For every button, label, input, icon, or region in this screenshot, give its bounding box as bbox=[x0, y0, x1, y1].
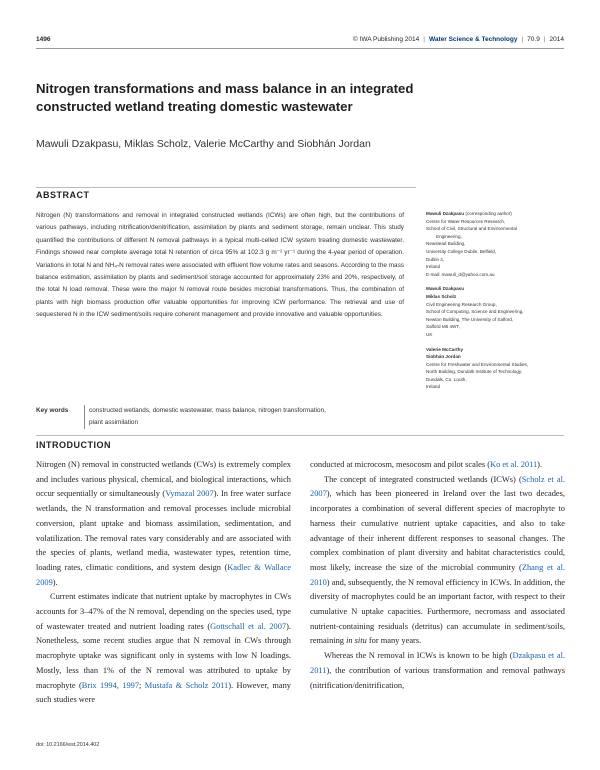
year: 2014 bbox=[549, 36, 564, 43]
affiliation-line: Newton Building, The University of Salford, bbox=[426, 316, 514, 322]
body-column-right bbox=[310, 458, 565, 693]
affiliation-line: Ireland bbox=[426, 384, 441, 390]
author-name: Mawuli Dzakpasu bbox=[426, 286, 465, 292]
author-name: Mawuli Dzakpasu bbox=[426, 211, 465, 216]
body-column-left bbox=[36, 458, 291, 708]
separator: | bbox=[521, 36, 524, 43]
citation-link[interactable]: Gottschall et al. 2007 bbox=[210, 621, 287, 631]
affiliation-line: Newstead Building, bbox=[426, 241, 466, 247]
citation-link[interactable]: Kadlec & Wallace 2009 bbox=[36, 562, 291, 587]
author-name: Miklas Scholz bbox=[426, 293, 457, 299]
affiliation-line: Centre for Freshwater and Environmental Studies, bbox=[426, 361, 529, 367]
keywords-line: constructed wetlands, domestic wastewater, mass balance, nitrogen transformation, bbox=[89, 407, 326, 414]
affiliation-line: Ireland bbox=[426, 264, 441, 270]
doi: doi: 10.2166/wst.2014.402 bbox=[36, 742, 100, 748]
abstract-text: Nitrogen (N) transformations and removal in integrated constructed wetlands (ICWs) are often high, but the contributions of various pathways, including nitrification/denitrification, assimilation by plants and sediment storage, remain unclear. This study quantified the contributions of different N removal pathways in a typical multi-celled ICW system treating domestic wastewater. Findings showed near complete average total N retention of circa 95% at 102.3 g m⁻² yr⁻¹ during the 4-year period of operation. Variations in total N and NH₄-N removal rates were associated with effluent flow volume rates and seasons. According to the mass balance estimation, assimilation by plants and sediment/soil storage accounted for approximately 23% and 20%, respectively, of the total N load removal. These were the major N removal route besides microbial transformations. Thus, the combination of plants with high biomass production offer valuable opportunities for improving ICW performance. The retrieval and use of sequestered N in the ICW sediment/soils require coherent management and provide innovative and valuable opportunities. bbox=[36, 212, 404, 319]
affiliation-line: School of Computing, Science and Engineering, bbox=[426, 309, 524, 315]
author-list: Mawuli Dzakpasu, Miklas Scholz, Valerie McCarthy and Siobhán Jordan bbox=[36, 138, 371, 150]
affiliation-line: University College Dublin, Belfield, bbox=[426, 248, 497, 254]
affiliation-line: Dundalk, Co. Louth, bbox=[426, 376, 467, 382]
keywords bbox=[36, 405, 416, 429]
paragraph: conducted at microcosm, mesocosm and pilot scales (Ko et al. 2011). bbox=[310, 460, 543, 469]
affiliations bbox=[426, 210, 566, 398]
abstract-rule bbox=[36, 187, 416, 188]
affiliation-line: School of Civil, Structural and Environmental bbox=[426, 226, 517, 232]
abstract-heading: ABSTRACT bbox=[36, 190, 90, 200]
paragraph: Nitrogen (N) removal in constructed wetlands (CWs) is extremely complex and includes various physical, chemical, and biological interactions, which occur sequentially or simultaneously (Vymazal 2007). In free water surface wetlands, the N transformation and removal processes include microbial conversion, plant uptake and biomass assimilation, sedimentation, and volatilization. The removal rates vary considerably and are associated with the species of plants, wetland media, wastewater types, retention time, loading rates, climatic conditions, and system design (Kadlec & Wallace 2009). bbox=[36, 460, 291, 587]
volume: 70.9 bbox=[527, 36, 540, 43]
affiliation-line: Civil Engineering Research Group, bbox=[426, 301, 497, 307]
affiliation-block bbox=[426, 285, 566, 338]
header-rule bbox=[36, 48, 564, 49]
affiliation-line: Dublin 4, bbox=[426, 256, 445, 262]
citation-link[interactable]: Ko et al. 2011 bbox=[490, 460, 538, 469]
keywords-label: Key words bbox=[36, 407, 69, 414]
paragraph: The concept of integrated constructed wetlands (ICWs) (Scholz et al. 2007), which has been pioneered in Ireland over the last two decades, incorporates a combination of several different species of macrophyte to harness their cumulative nutrient uptake capacities, and also to take advantage of their inherent different responses to seasonal changes. The complex combination of plant diversity and habitat characteristics could, most likely, increase the size of the microbial community (Zhang et al. 2010) and, subsequently, the N removal efficiency in ICWs. In addition, the diversity of macrophytes could be an important factor, with respect to their cumulative N uptake capacities. Furthermore, necromass and associated nutrient-containing residuals (detritus) can accumulate in sediment/soils, remaining in situ for many years. bbox=[310, 474, 565, 646]
citation-link[interactable]: Dzakpasu et al. 2011 bbox=[310, 651, 565, 675]
paragraph: Whereas the N removal in ICWs is known to be high (Dzakpasu et al. 2011), the contribution of various transformation and removal pathways (nitrification/denitrification, bbox=[310, 651, 565, 690]
citation-link[interactable]: Brix 1994, 1997 bbox=[81, 680, 140, 690]
citation-link[interactable]: Vymazal 2007 bbox=[165, 489, 214, 499]
copyright: © IWA Publishing 2014 bbox=[352, 36, 420, 43]
paragraph: Current estimates indicate that nutrient uptake by macrophytes in CWs accounts for 3–47% of the N removal, depending on the species used, type of wastewater treated and nutrient loading rates (Gottschall et al. 2007). Nonetheless, some recent studies argue that N removal in CWs through macrophyte uptake was significant only in systems with low N loadings. Mostly, less than 1% of the N removal was attributed to uptake by macrophyte (Brix 1994, 1997; Mustafa & Scholz 2011). However, many such studies were bbox=[36, 592, 291, 705]
author-role: (corresponding author) bbox=[464, 211, 512, 216]
affiliation-line: Engineering, bbox=[436, 233, 462, 239]
page-number: 1496 bbox=[36, 36, 51, 43]
affiliation-line: North Building, Dundalk Institute of Technology, bbox=[426, 369, 523, 375]
citation-link[interactable]: Scholz et al. 2007 bbox=[310, 474, 565, 499]
citation-link[interactable]: Zhang et al. 2010 bbox=[310, 562, 565, 587]
journal-name: Water Science & Technology bbox=[428, 36, 518, 43]
citation-link[interactable]: Mustafa & Scholz 2011 bbox=[144, 680, 229, 690]
author-email: E-mail: mawuli_d@yahoo.com.au bbox=[426, 271, 495, 277]
separator: | bbox=[423, 36, 425, 43]
keywords-list bbox=[84, 405, 326, 429]
affiliation-block bbox=[426, 210, 566, 278]
author-name: Valerie McCarthy bbox=[426, 346, 464, 352]
section-rule bbox=[36, 435, 564, 436]
affiliation-line: UK bbox=[426, 331, 433, 337]
affiliation-line: Centre for Water Resources Research, bbox=[426, 218, 506, 224]
journal-header bbox=[353, 36, 564, 43]
paper-title: Nitrogen transformations and mass balance in an integrated constructed wetland treating domestic wastewater bbox=[36, 81, 414, 114]
affiliation-block bbox=[426, 346, 566, 392]
keywords-line: plant assimilation bbox=[89, 419, 139, 426]
author-name: Siobhán Jordan bbox=[426, 354, 461, 360]
introduction-heading: INTRODUCTION bbox=[36, 440, 111, 450]
separator: | bbox=[543, 36, 546, 43]
affiliation-line: Salford M5 4WT, bbox=[426, 324, 460, 330]
